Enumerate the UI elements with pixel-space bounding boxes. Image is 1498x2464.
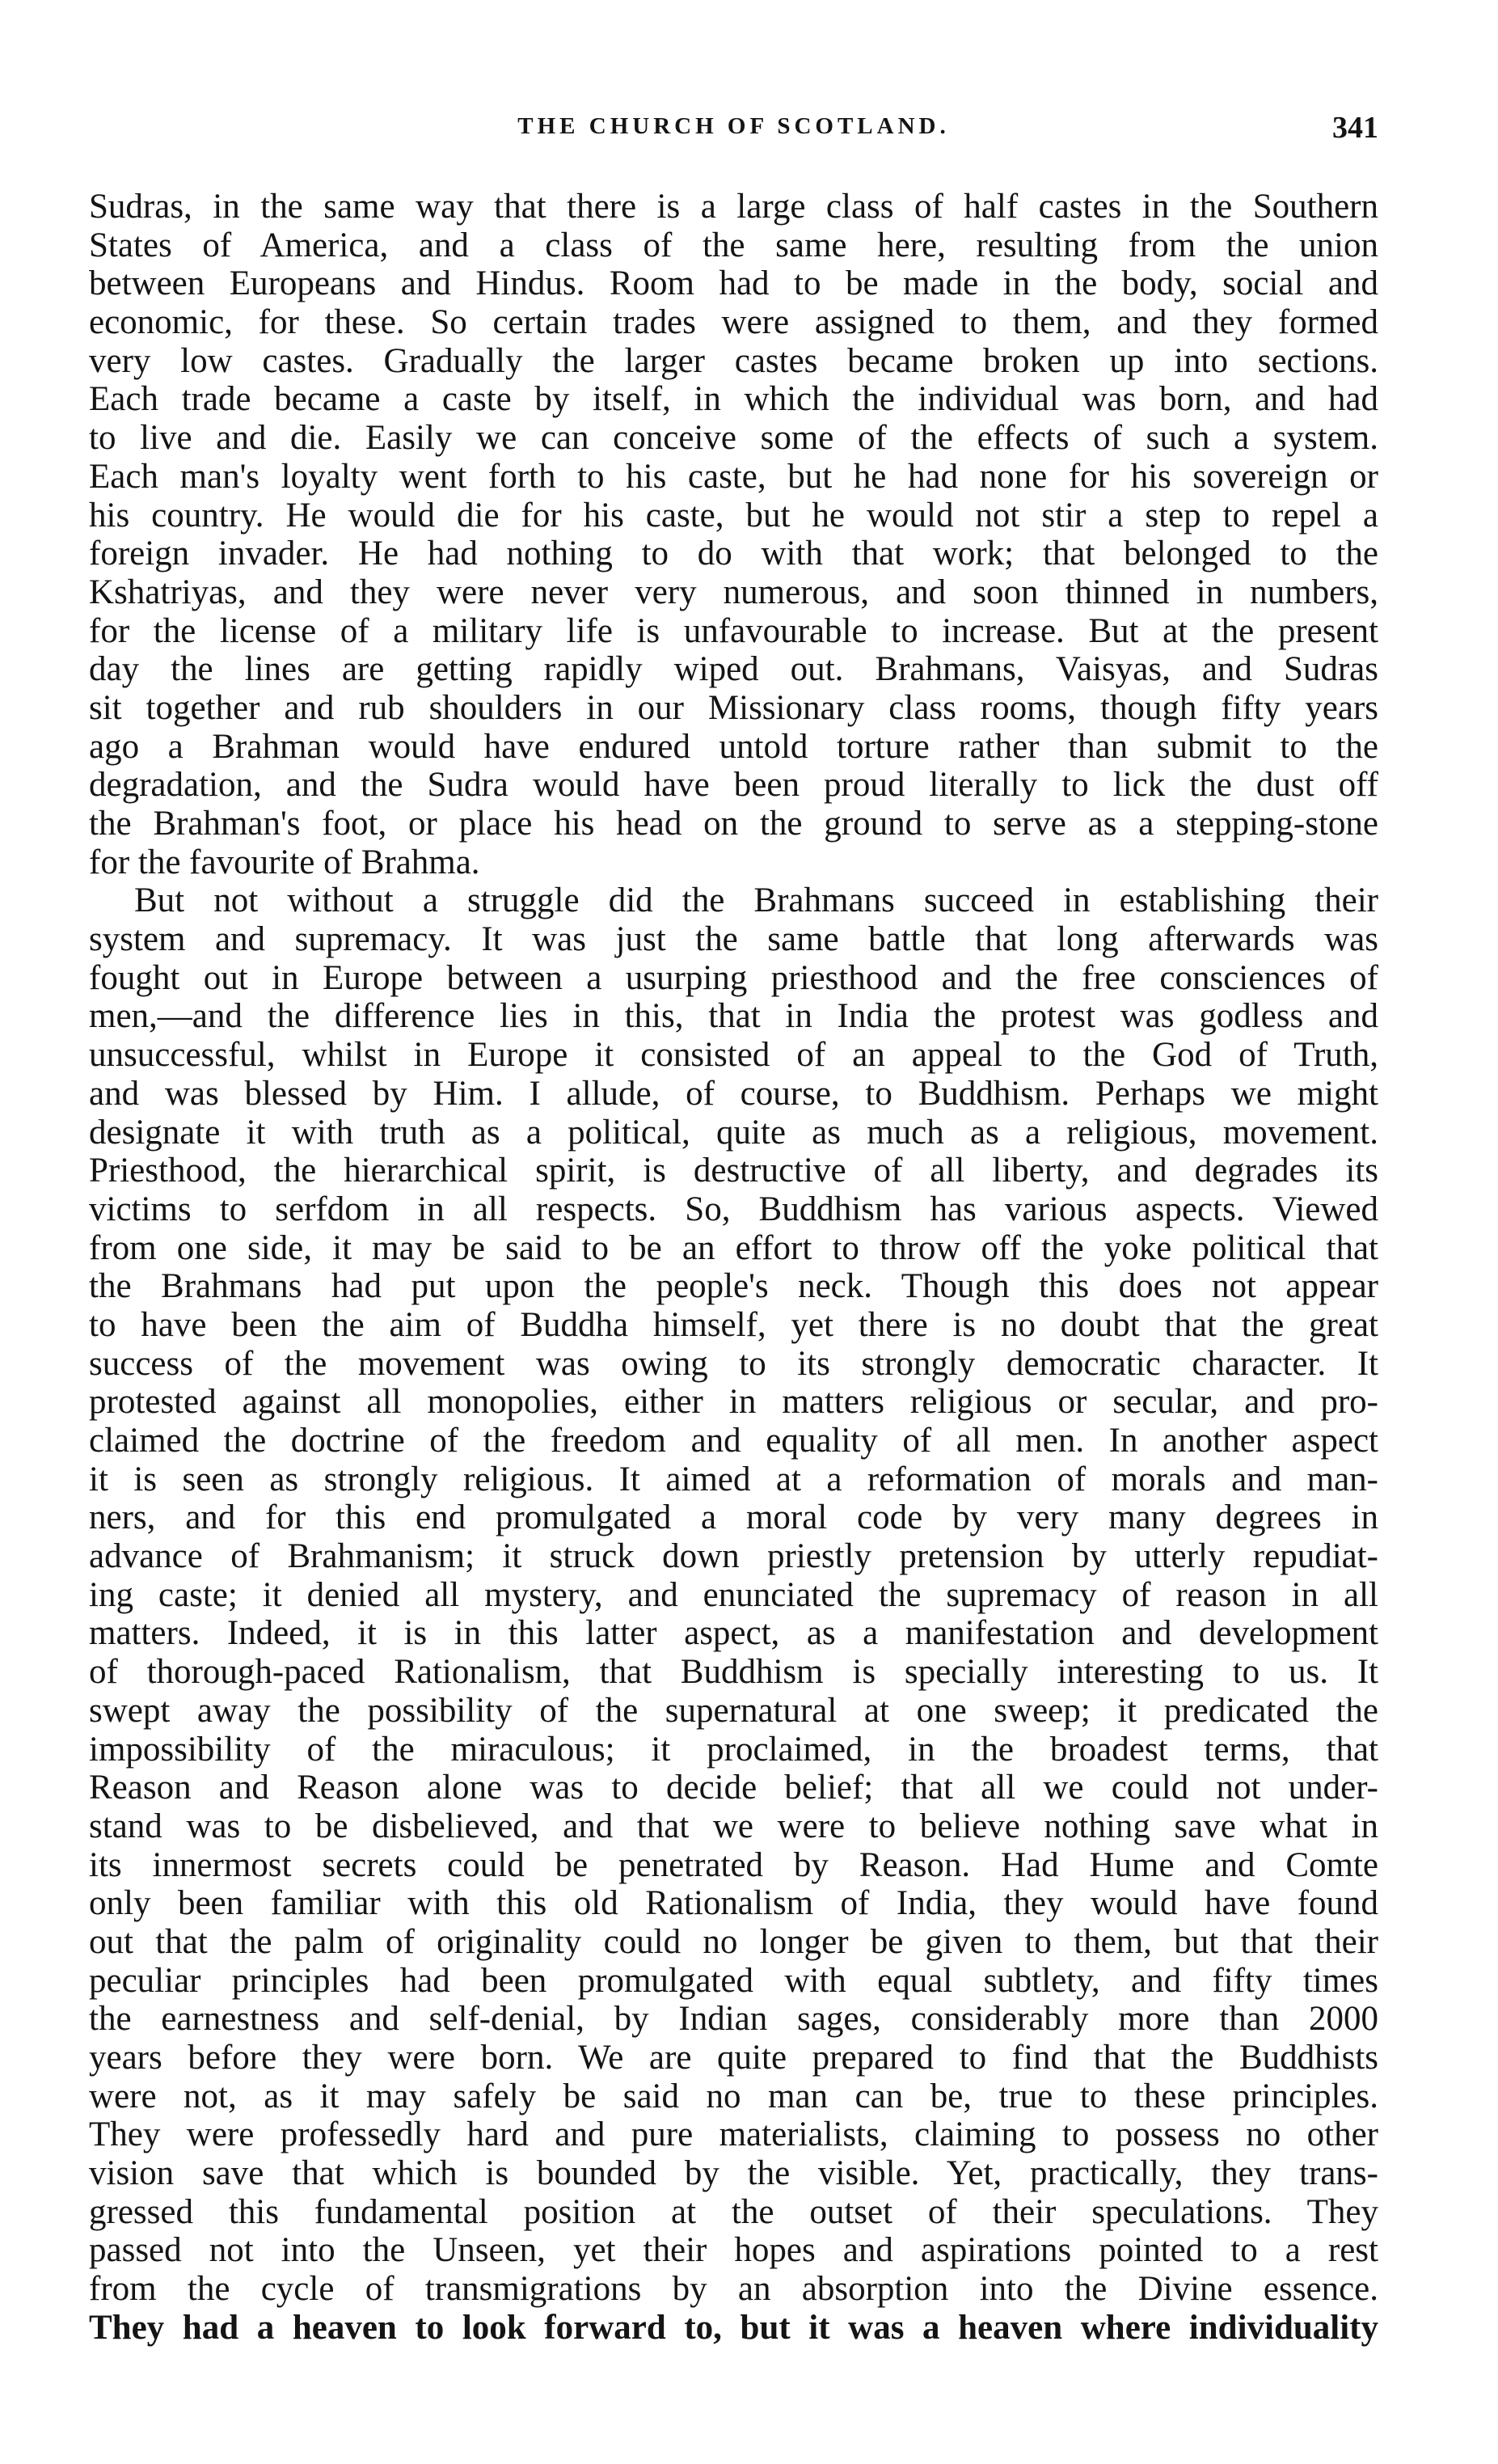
page-number: 341 bbox=[1332, 111, 1378, 145]
text-line: swept away the possibility of the supernatural at one sweep; it predicated the bbox=[89, 1691, 1378, 1730]
text-line: protested against all monopolies, either in matters religious or secular, and pro- bbox=[89, 1383, 1378, 1422]
text-line: very low castes. Gradually the larger castes became broken up into sections. bbox=[89, 341, 1378, 380]
paragraph-end-line: for the favourite of Brahma. bbox=[89, 843, 480, 881]
text-line: day the lines are getting rapidly wiped out. Brahmans, Vaisyas, and Sudras bbox=[89, 650, 1378, 689]
text-line: victims to serfdom in all respects. So, Buddhism has various aspects. Viewed bbox=[89, 1190, 1378, 1228]
body-text bbox=[89, 188, 1378, 2348]
text-line: ners, and for this end promulgated a moral code by very many degrees in bbox=[89, 1498, 1378, 1537]
text-line: Reason and Reason alone was to decide belief; that all we could not under- bbox=[89, 1769, 1378, 1807]
text-line: for the license of a military life is unfavourable to increase. But at the present bbox=[89, 611, 1378, 650]
text-line: between Europeans and Hindus. Room had to be made in the body, social and bbox=[89, 264, 1378, 303]
text-line: only been familiar with this old Rationalism of India, they would have found bbox=[89, 1884, 1378, 1923]
text-line: were not, as it may safely be said no man can be, true to these principles. bbox=[89, 2077, 1378, 2115]
text-line: out that the palm of originality could no longer be given to them, but that their bbox=[89, 1922, 1378, 1961]
text-line: to have been the aim of Buddha himself, yet there is no doubt that the great bbox=[89, 1305, 1378, 1344]
text-line: it is seen as strongly religious. It aimed at a reformation of morals and man- bbox=[89, 1460, 1378, 1498]
text-line: Each man's loyalty went forth to his caste, but he had none for his sovereign or bbox=[89, 457, 1378, 496]
text-line: foreign invader. He had nothing to do with that work; that belonged to the bbox=[89, 535, 1378, 573]
text-line: They were professedly hard and pure materialists, claiming to possess no other bbox=[89, 2115, 1378, 2154]
text-line: Each trade became a caste by itself, in which the individual was born, and had bbox=[89, 380, 1378, 419]
text-line: designate it with truth as a political, quite as much as a religious, movement. bbox=[89, 1113, 1378, 1152]
text-line: men,—and the difference lies in this, that in India the protest was godless and bbox=[89, 997, 1378, 1036]
paragraph-start-line: But not without a struggle did the Brahmans succeed in establishing their bbox=[134, 881, 1378, 920]
text-line: its innermost secrets could be penetrated by Reason. Had Hume and Comte bbox=[89, 1845, 1378, 1884]
text-line: the Brahmans had put upon the people's neck. Though this does not appear bbox=[89, 1267, 1378, 1306]
text-line: sit together and rub shoulders in our Missionary class rooms, though fifty years bbox=[89, 688, 1378, 727]
text-line: from the cycle of transmigrations by an absorption into the Divine essence. bbox=[89, 2270, 1378, 2309]
text-line: claimed the doctrine of the freedom and equality of all men. In another aspect bbox=[89, 1422, 1378, 1460]
text-line: his country. He would die for his caste, but he would not stir a step to repel a bbox=[89, 496, 1378, 535]
text-line: success of the movement was owing to its strongly democratic character. It bbox=[89, 1344, 1378, 1383]
text-line: Priesthood, the hierarchical spirit, is destructive of all liberty, and degrades its bbox=[89, 1152, 1378, 1190]
text-line: passed not into the Unseen, yet their hopes and aspirations pointed to a rest bbox=[89, 2231, 1378, 2270]
text-line: ing caste; it denied all mystery, and enunciated the supremacy of reason in all bbox=[89, 1575, 1378, 1614]
text-line: gressed this fundamental position at the outset of their speculations. They bbox=[89, 2192, 1378, 2231]
text-line: stand was to be disbelieved, and that we were to believe nothing save what in bbox=[89, 1807, 1378, 1845]
text-line: advance of Brahmanism; it struck down priestly pretension by utterly repudiat- bbox=[89, 1537, 1378, 1576]
running-title: THE CHURCH OF SCOTLAND. bbox=[517, 113, 950, 139]
text-line: Sudras, in the same way that there is a large class of half castes in the Southern bbox=[89, 188, 1378, 226]
text-line: the Brahman's foot, or place his head on the ground to serve as a stepping-stone bbox=[89, 805, 1378, 843]
text-line: States of America, and a class of the same here, resulting from the union bbox=[89, 226, 1378, 264]
text-line: Kshatriyas, and they were never very numerous, and soon thinned in numbers, bbox=[89, 573, 1378, 611]
text-line: unsuccessful, whilst in Europe it consisted of an appeal to the God of Truth, bbox=[89, 1036, 1378, 1075]
text-line: fought out in Europe between a usurping priesthood and the free consciences of bbox=[89, 958, 1378, 997]
text-line: economic, for these. So certain trades were assigned to them, and they formed bbox=[89, 303, 1378, 342]
text-line: impossibility of the miraculous; it proclaimed, in the broadest terms, that bbox=[89, 1730, 1378, 1769]
text-line: vision save that which is bounded by the visible. Yet, practically, they trans- bbox=[89, 2154, 1378, 2193]
text-line: to live and die. Easily we can conceive some of the effects of such a system. bbox=[89, 419, 1378, 458]
text-line: They had a heaven to look forward to, but it was a heaven where individuality bbox=[89, 2308, 1378, 2347]
text-line: the earnestness and self-denial, by Indian sages, considerably more than 2000 bbox=[89, 2000, 1378, 2039]
text-line: and was blessed by Him. I allude, of course, to Buddhism. Perhaps we might bbox=[89, 1074, 1378, 1113]
text-line: from one side, it may be said to be an effort to throw off the yoke political that bbox=[89, 1228, 1378, 1267]
text-line: ago a Brahman would have endured untold torture rather than submit to the bbox=[89, 727, 1378, 766]
text-line: peculiar principles had been promulgated with equal subtlety, and fifty times bbox=[89, 1961, 1378, 2000]
text-line: system and supremacy. It was just the same battle that long afterwards was bbox=[89, 920, 1378, 959]
text-line: degradation, and the Sudra would have been proud literally to lick the dust off bbox=[89, 766, 1378, 805]
text-line: of thorough-paced Rationalism, that Buddhism is specially interesting to us. It bbox=[89, 1653, 1378, 1692]
text-line: years before they were born. We are quite prepared to find that the Buddhists bbox=[89, 2039, 1378, 2077]
text-line: matters. Indeed, it is in this latter aspect, as a manifestation and development bbox=[89, 1614, 1378, 1653]
page-header bbox=[89, 113, 1378, 162]
